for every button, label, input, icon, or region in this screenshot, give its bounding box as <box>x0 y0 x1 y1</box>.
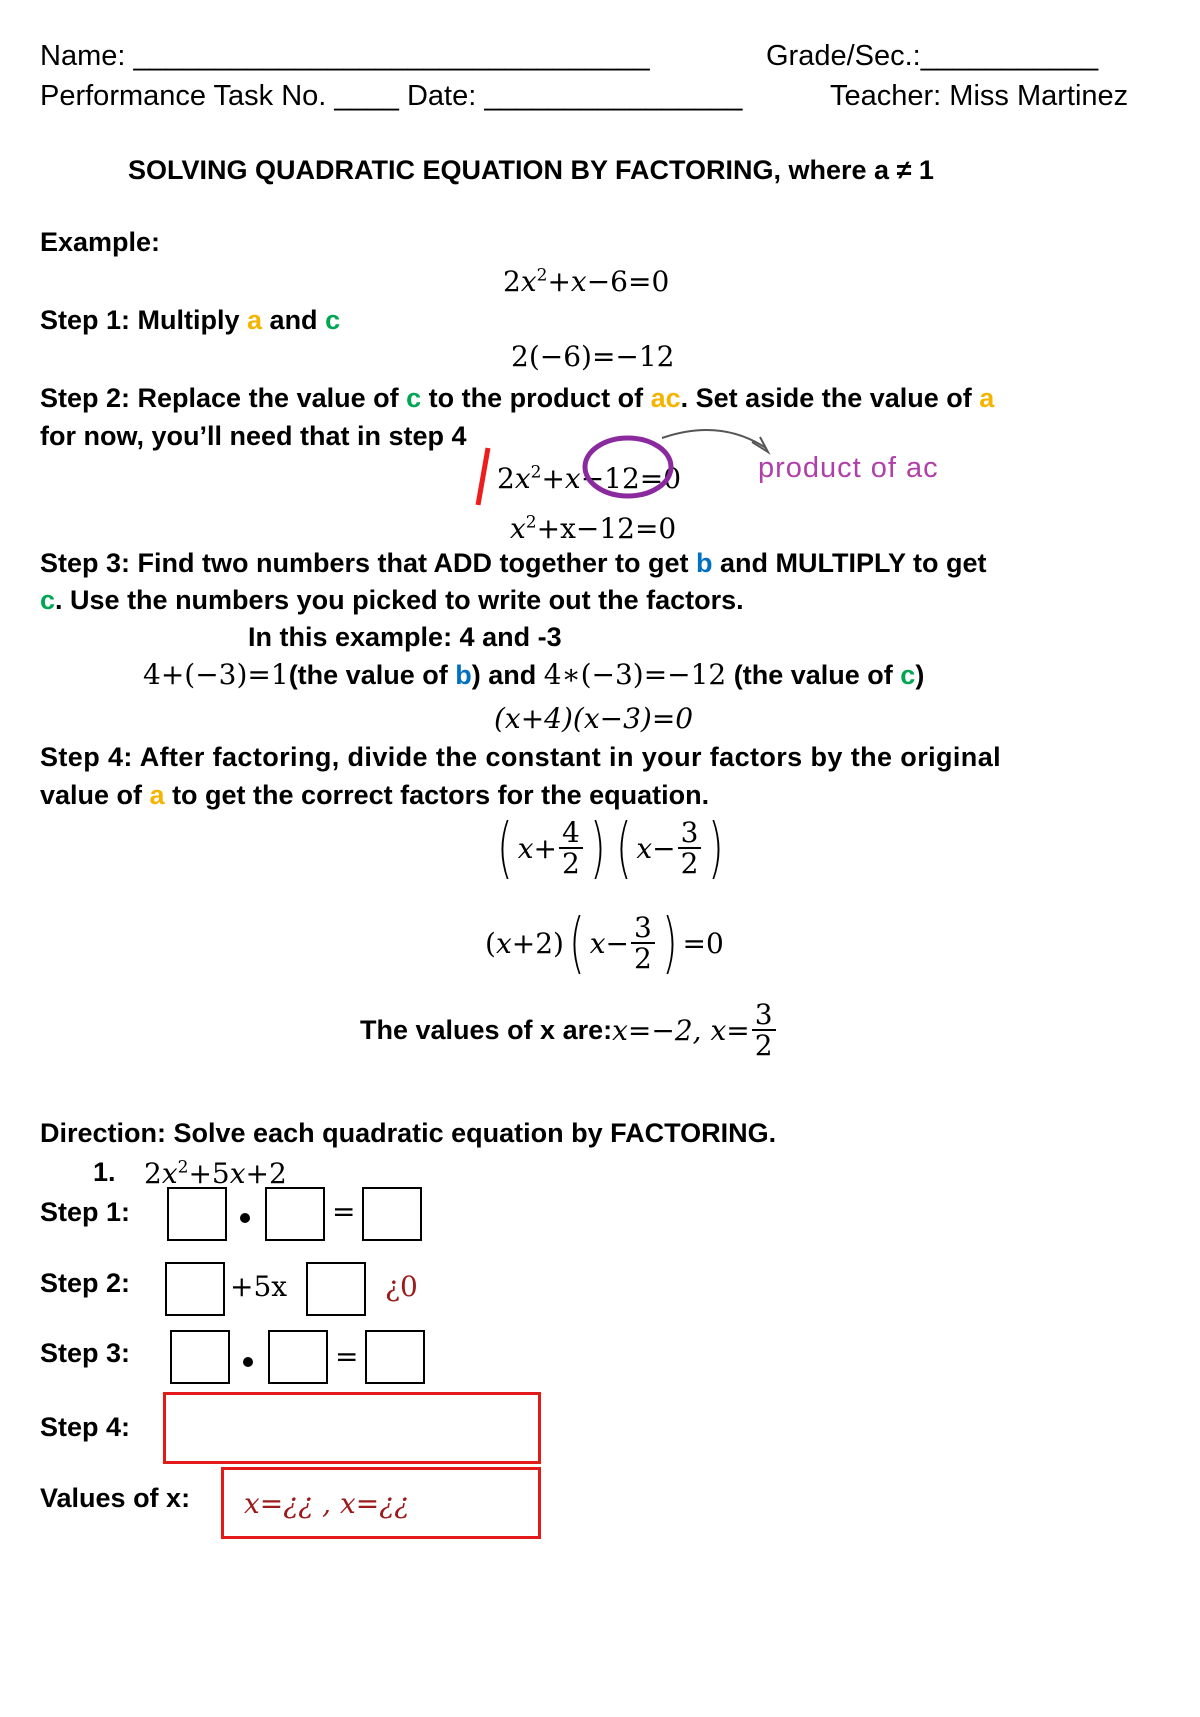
multiply-dot <box>243 1357 253 1367</box>
step2-equals-zero: ¿0 <box>385 1270 418 1303</box>
exercise-values-label: Values of x: <box>40 1483 191 1513</box>
annotation-arrow <box>662 430 766 448</box>
page-title: SOLVING QUADRATIC EQUATION BY FACTORING, where a ≠ 1 <box>128 155 934 185</box>
step3-box-result[interactable] <box>365 1330 425 1384</box>
step4-instruction-line2: value of a to get the correct factors for the equation. <box>40 780 710 810</box>
step2-box-constant[interactable] <box>306 1262 366 1316</box>
exercise-step1-label: Step 1: <box>40 1197 131 1227</box>
exercise-equation: $2x^2+5x+2$ <box>144 1157 287 1190</box>
step2-middle-term: +5x <box>230 1270 288 1303</box>
item-number: 1. <box>93 1157 116 1187</box>
step3-box-second[interactable] <box>268 1330 328 1384</box>
exercise-step3-label: Step 3: <box>40 1338 131 1368</box>
step1-box-c[interactable] <box>265 1187 325 1241</box>
step2-equation-simplified: $x^2+x-12=0$ <box>510 512 677 545</box>
step1-box-product[interactable] <box>362 1187 422 1241</box>
product-of-ac-annotation: product of ac <box>758 452 939 484</box>
step1-instruction: Step 1: Multiply a and c <box>40 305 341 335</box>
red-strike-mark <box>478 448 488 505</box>
step1-calculation: 2(−6)=−12 <box>511 340 675 373</box>
step3-sum-and-product: 4+(−3)=1(the value of b) and 4∗(−3)=−12 (the value of c) <box>143 658 925 691</box>
values-answer-text: x=¿¿ , x=¿¿ <box>244 1487 410 1520</box>
step4-simplified-factors: ( x +2) ( x − $\frac{3}{2}$ ) =0 <box>485 904 724 981</box>
task-date-label: Performance Task No. ____ Date: ________________ <box>40 80 743 112</box>
equals-sign: = <box>335 1340 359 1373</box>
exercise-step2-label: Step 2: <box>40 1268 131 1298</box>
step4-instruction-line1: Step 4: After factoring, divide the constant in your factors by the original <box>40 742 1002 772</box>
equals-sign: = <box>332 1195 356 1228</box>
step3-instruction-line2: c. Use the numbers you picked to write out the factors. <box>40 585 744 615</box>
step2-instruction-line2: for now, you’ll need that in step 4 <box>40 421 467 451</box>
purple-circle-mark <box>585 438 671 496</box>
step4-answer-box[interactable] <box>163 1392 541 1464</box>
step2-instruction-line1: Step 2: Replace the value of c to the product of ac. Set aside the value of a <box>40 383 995 413</box>
direction-text: Direction: Solve each quadratic equation by FACTORING. <box>40 1118 777 1148</box>
step3-example-numbers: In this example: 4 and -3 <box>248 622 562 652</box>
multiply-dot <box>240 1213 250 1223</box>
example-equation: $2x^2+x-6=0$ <box>503 265 670 298</box>
example-label: Example: <box>40 227 161 257</box>
teacher-label: Teacher: Miss Martinez <box>830 80 1129 112</box>
exercise-step4-label: Step 4: <box>40 1412 131 1442</box>
grade-section-label: Grade/Sec.:___________ <box>766 40 1099 72</box>
step3-factored-equation: (x+4)(x−3)=0 <box>494 702 694 735</box>
example-solution: The values of x are: x=−2, x= $\frac{3}{2}$ <box>360 1000 778 1061</box>
name-field-label: Name: ________________________________ <box>40 40 650 72</box>
step4-divided-factors: ( x + $\frac{4}{2}$ ) ( x − $\frac{3}{2}$ ) <box>497 809 725 886</box>
step2-box-ax2[interactable] <box>165 1262 225 1316</box>
step3-box-first[interactable] <box>170 1330 230 1384</box>
step2-equation-replaced: $2x^2+x-12=0$ <box>497 462 682 495</box>
step3-instruction-line1: Step 3: Find two numbers that ADD together to get b and MULTIPLY to get <box>40 548 987 578</box>
step1-box-a[interactable] <box>167 1187 227 1241</box>
